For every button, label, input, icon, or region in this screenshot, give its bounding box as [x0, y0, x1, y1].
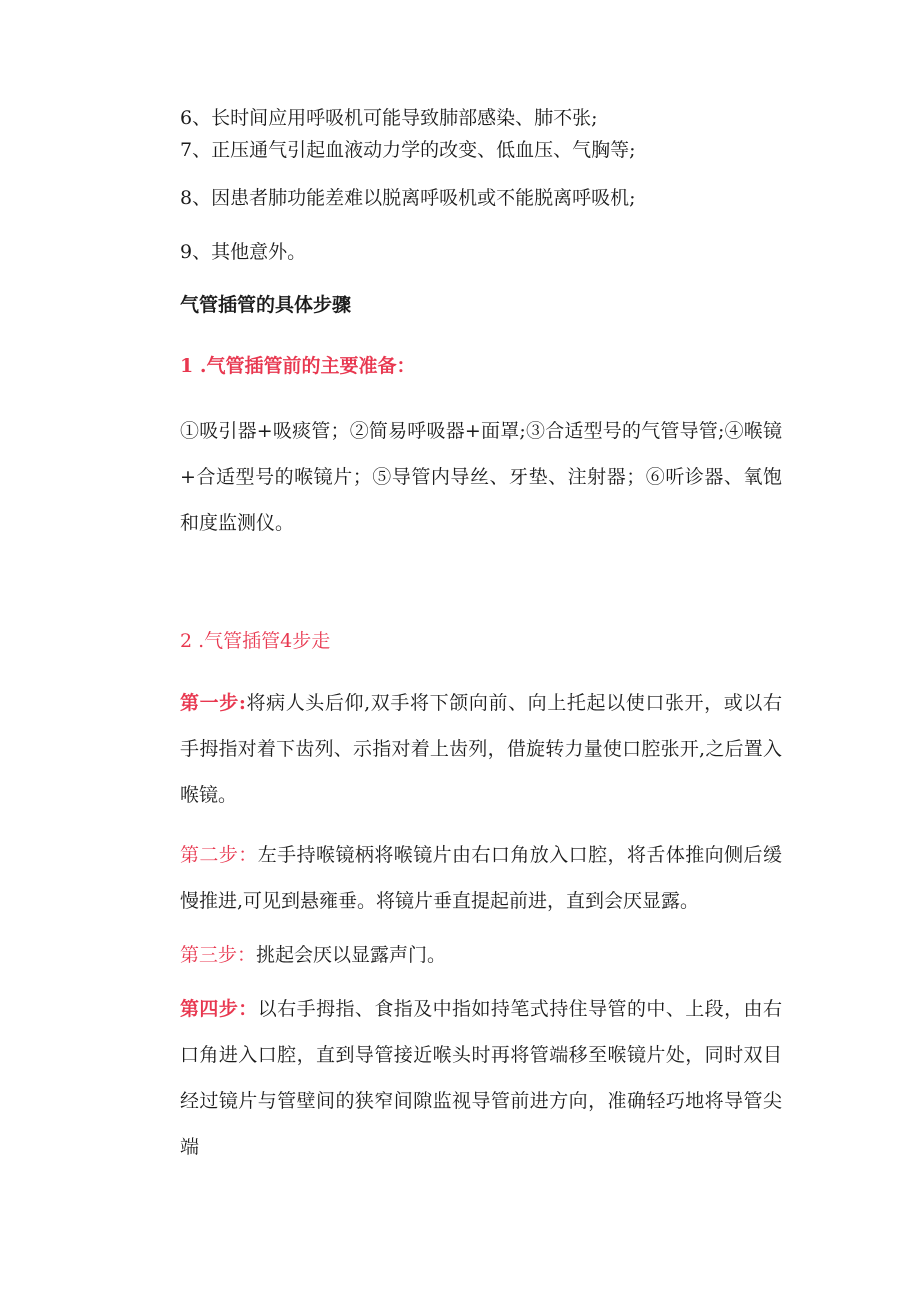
step-3-paragraph — [180, 932, 782, 978]
section-title: 气管插管的具体步骤 — [180, 294, 352, 316]
step-2-label: 第二步： — [180, 844, 258, 866]
step-2-paragraph — [180, 832, 782, 924]
step-4-label: 第四步： — [180, 998, 258, 1020]
list-item-7: 7、正压通气引起血液动力学的改变、低血压、气胸等; — [180, 139, 636, 161]
step-1-text: 将病人头后仰,双手将下颌向前、向上托起以使口张开，或以右手拇指对着下齿列、示指对着上齿列，借旋转力量使口腔张开,之后置入喉镜。 — [180, 692, 783, 806]
list-item-8: 8、因患者肺功能差难以脱离呼吸机或不能脱离呼吸机; — [180, 187, 636, 209]
prep-paragraph: ①吸引器+吸痰管；②简易呼吸器+面罩;③合适型号的气管导管;④喉镜+合适型号的喉镜片；⑤导管内导丝、牙垫、注射器；⑥听诊器、氧饱和度监测仪。 — [180, 420, 782, 534]
step-4-text: 以右手拇指、食指及中指如持笔式持住导管的中、上段，由右口角进入口腔，直到导管接近喉头时再将管端移至喉镜片处，同时双目经过镜片与管壁间的狭窄间隙监视导管前进方向，准确轻巧地将导管尖端 — [180, 998, 782, 1158]
step-3-label: 第三步： — [180, 944, 257, 966]
step-2-text: 左手持喉镜柄将喉镜片由右口角放入口腔，将舌体推向侧后缓慢推进,可见到悬雍垂。将镜片垂直提起前进，直到会厌显露。 — [180, 844, 782, 912]
list-item-6: 6、长时间应用呼吸机可能导致肺部感染、肺不张; — [180, 107, 598, 129]
list-item-9: 9、其他意外。 — [180, 241, 307, 263]
step-4-paragraph — [180, 986, 782, 1170]
step-3-text: 挑起会厌以显露声门。 — [256, 944, 447, 966]
prep-heading: 1 .气管插管前的主要准备： — [180, 355, 416, 377]
step-1-paragraph — [180, 680, 782, 818]
steps-heading: 2 .气管插管4步走 — [180, 630, 331, 652]
step-1-label: 第一步: — [180, 692, 246, 714]
